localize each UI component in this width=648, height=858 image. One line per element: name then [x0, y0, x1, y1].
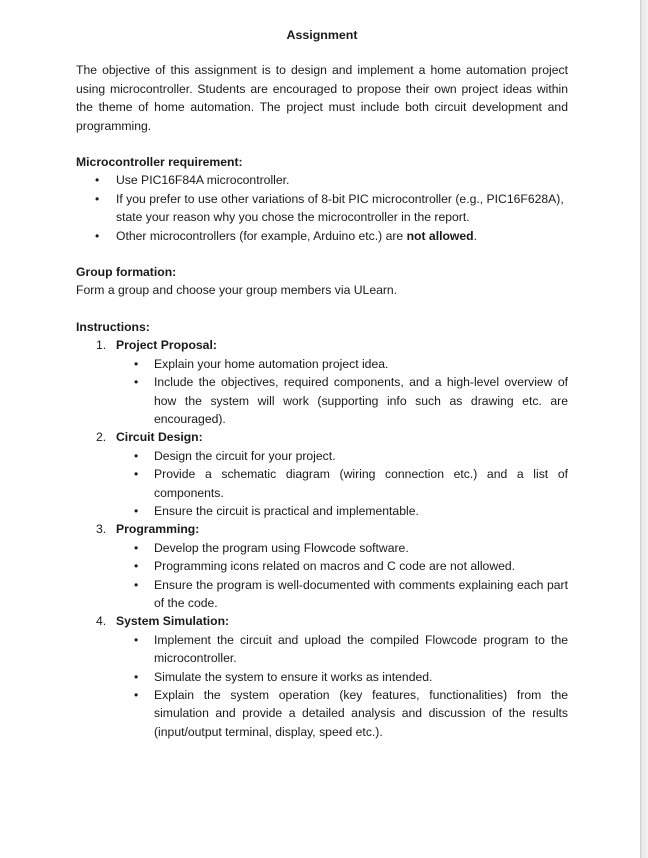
microcontroller-section [76, 153, 568, 245]
microcontroller-list [76, 171, 568, 245]
document-title: Assignment [286, 28, 358, 42]
group-section [76, 263, 568, 300]
list-item: • Provide a schematic diagram (wiring connection etc.) and a list of components. [116, 465, 568, 502]
step-programming [76, 520, 568, 612]
step-title: Programming: [116, 522, 200, 537]
step-title: Circuit Design: [116, 430, 203, 445]
page-edge [640, 0, 648, 858]
not-allowed-emphasis: not allowed [406, 228, 474, 243]
group-text: Form a group and choose your group members via ULearn. [76, 283, 398, 298]
step-items [116, 631, 568, 741]
step-title: System Simulation: [116, 614, 230, 629]
list-item: • Design the circuit for your project. [116, 447, 568, 465]
step-number: 4. [96, 614, 107, 629]
document-content [76, 26, 568, 741]
intro-paragraph: The objective of this assignment is to design and implement a home automation project using microcontroller. Students are encouraged to propose their own project ideas within the theme of home automation. The project must include both circuit development and programming. [76, 63, 568, 133]
list-item: • Implement the circuit and upload the compiled Flowcode program to the microcontroller. [116, 631, 568, 668]
list-item: • Programming icons related on macros and C code are not allowed. [116, 557, 568, 575]
step-number: 3. [96, 522, 107, 537]
step-items [116, 539, 568, 613]
step-items [116, 355, 568, 429]
list-item: • Explain the system operation (key features, functionalities) from the simulation and provide a detailed analysis and discussion of the results (input/output terminal, display, speed etc.). [116, 686, 568, 741]
list-item: • Ensure the circuit is practical and implementable. [116, 502, 568, 520]
list-item [76, 227, 568, 245]
group-heading: Group formation: [76, 265, 177, 280]
instructions-heading: Instructions: [76, 319, 150, 334]
instructions-list [76, 336, 568, 741]
list-item: • Ensure the program is well-documented with comments explaining each part of the code. [116, 576, 568, 613]
microcontroller-heading: Microcontroller requirement: [76, 155, 243, 170]
instructions-section [76, 318, 568, 741]
step-number: 2. [96, 430, 107, 445]
list-item-text: Use PIC16F84A microcontroller. [116, 173, 290, 188]
list-item: • Simulate the system to ensure it works as intended. [116, 668, 568, 686]
step-project-proposal [76, 336, 568, 428]
list-item [76, 190, 568, 227]
list-item: • Include the objectives, required components, and a high-level overview of how the system will work (supporting info such as drawing etc. are encouraged). [116, 373, 568, 428]
list-item-text-prefix: Other microcontrollers (for example, Arduino etc.) are [116, 228, 407, 243]
list-item [76, 171, 568, 189]
step-system-simulation [76, 612, 568, 741]
step-title: Project Proposal: [116, 338, 217, 353]
step-number: 1. [96, 338, 107, 353]
list-item: • Explain your home automation project idea. [116, 355, 568, 373]
step-circuit-design [76, 428, 568, 520]
list-item: • Develop the program using Flowcode software. [116, 539, 568, 557]
step-items [116, 447, 568, 521]
list-item-text-suffix: . [473, 228, 477, 243]
list-item-text: If you prefer to use other variations of 8-bit PIC microcontroller (e.g., PIC16F628A), state your reason why you chose the microcontroller in the report. [116, 191, 564, 225]
